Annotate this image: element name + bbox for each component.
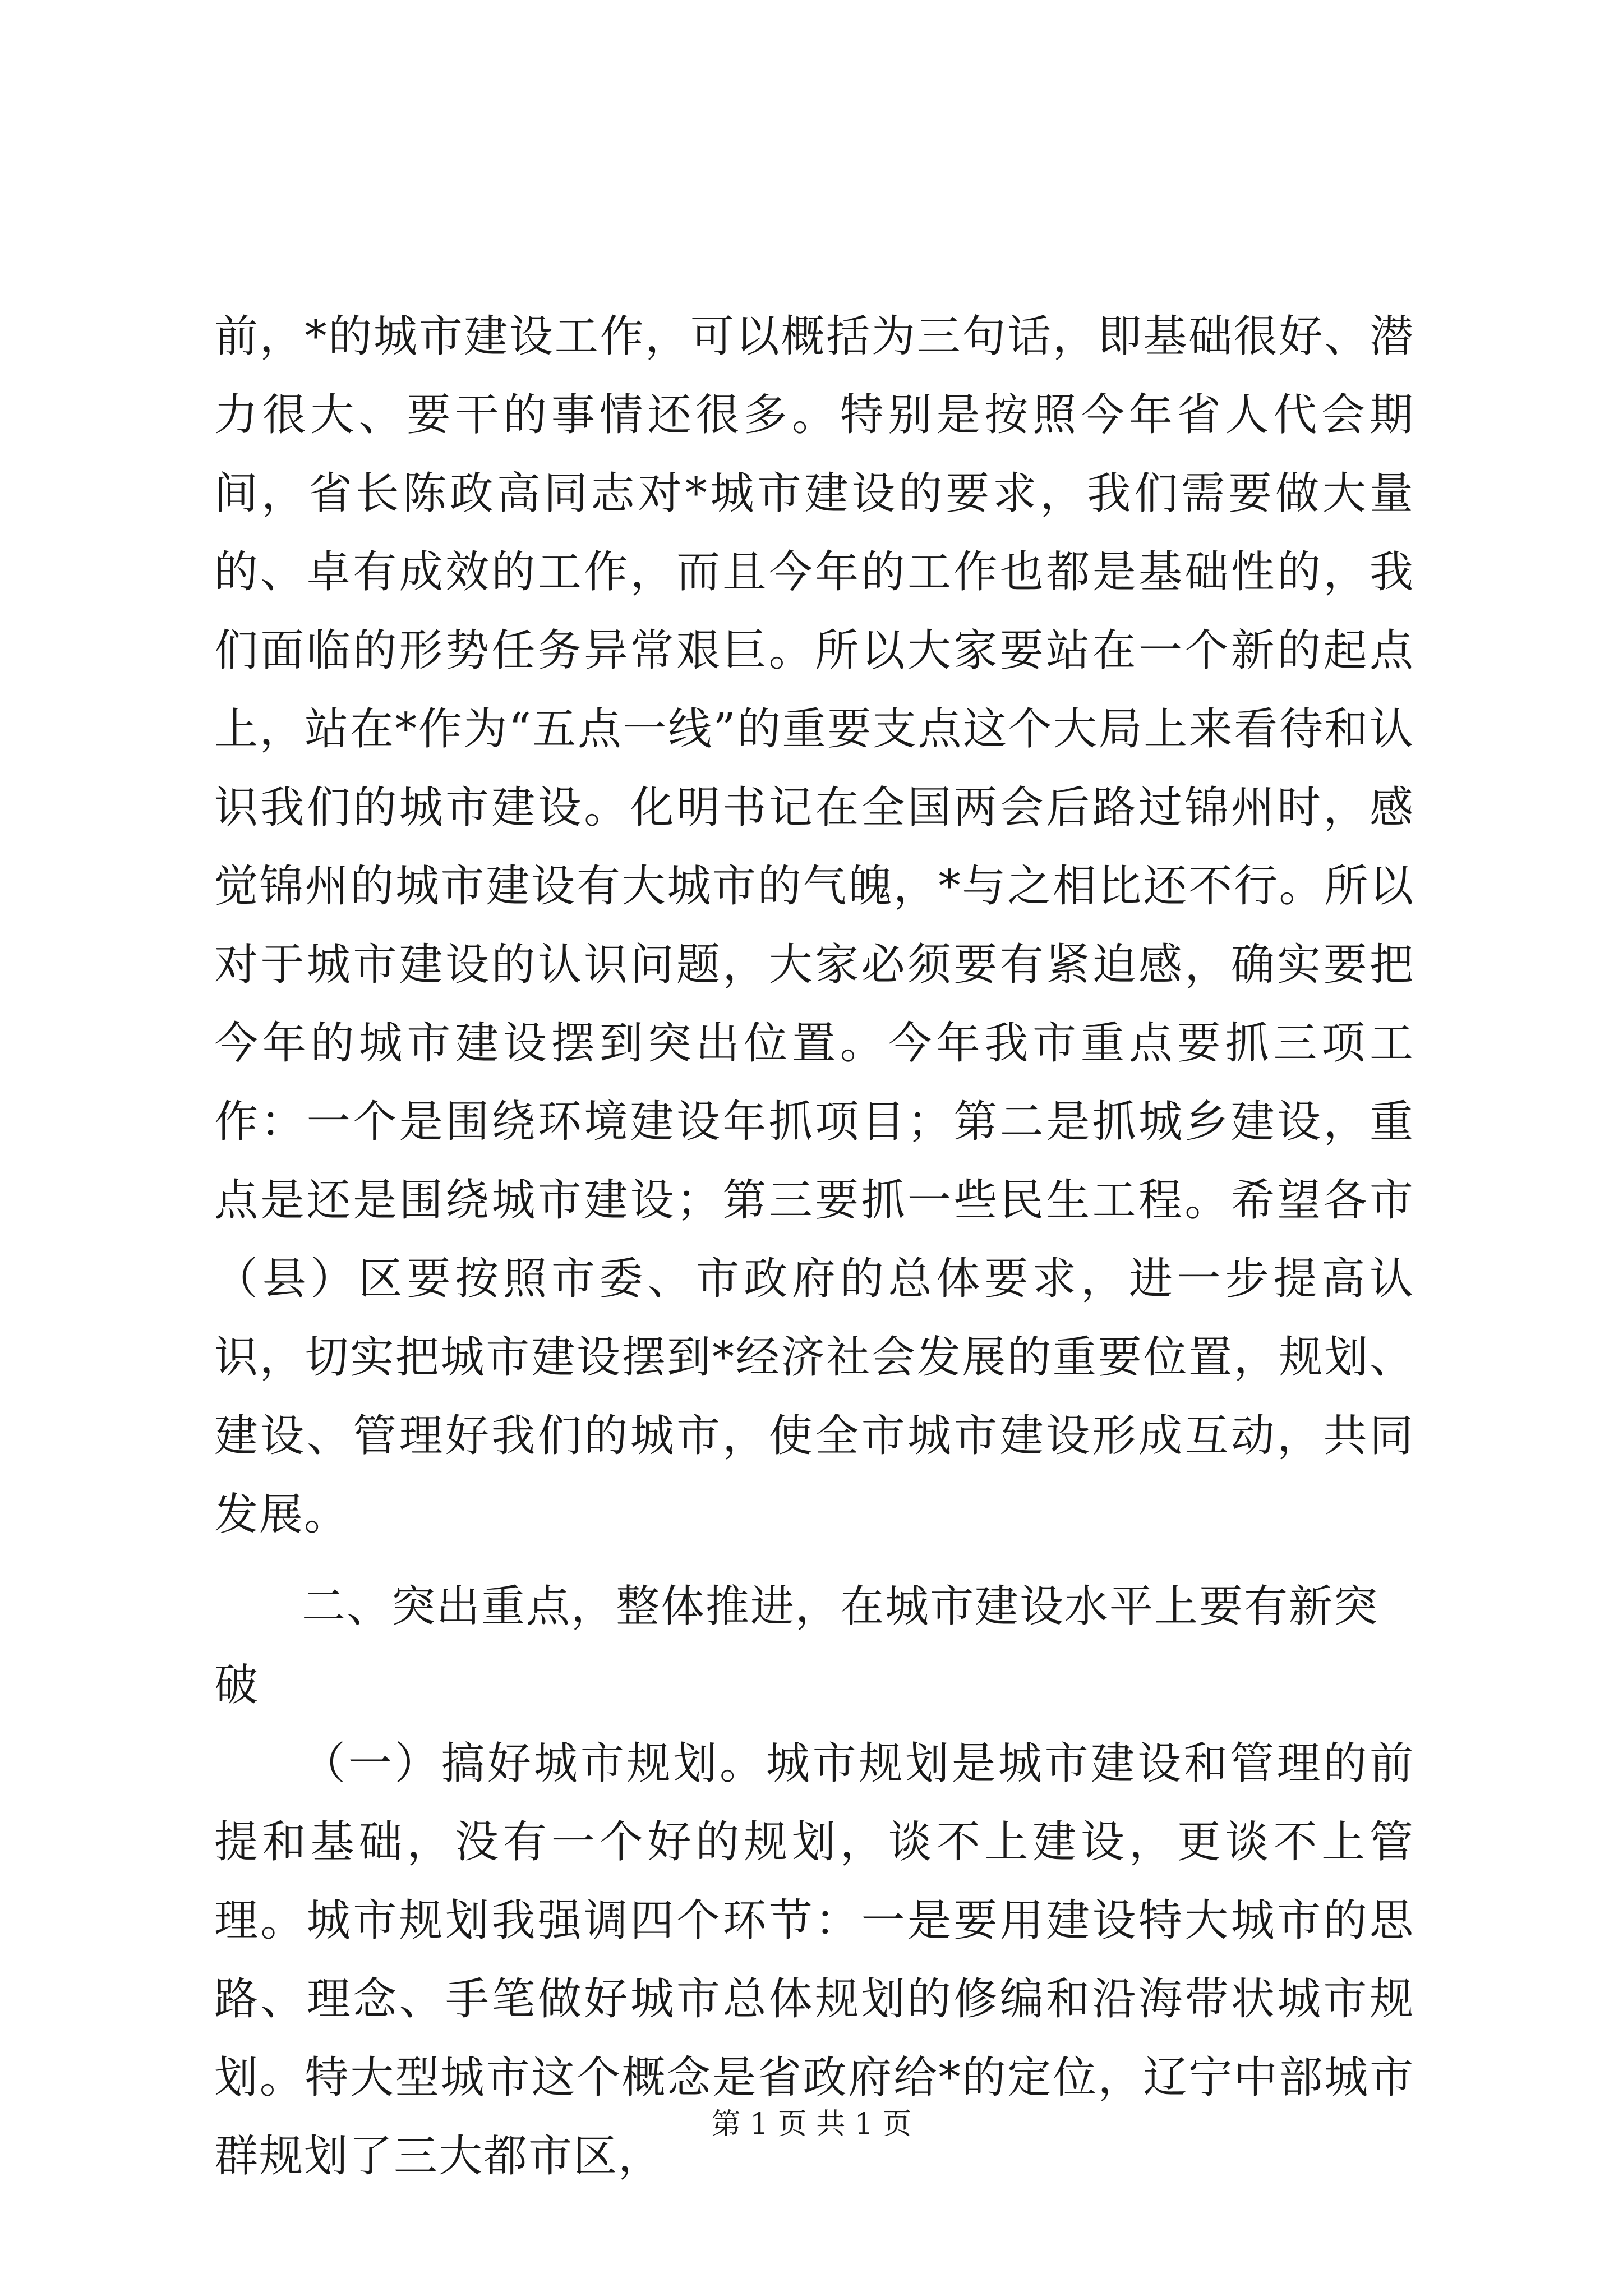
paragraph-city-planning: （一）搞好城市规划。城市规划是城市建设和管理的前提和基础，没有一个好的规划，谈不上建设，更谈不上管理。城市规划我强调四个环节：一是要用建设特大城市的思路、理念、手笔做好城市总体规划的修编和沿海带状城市规划。特大型城市这个概念是省政府给*的定位，辽宁中部城市群规划了三大都市区， — [214, 1738, 1414, 2182]
section-heading: 二、突出重点，整体推进，在城市建设水平上要有新突破 — [214, 1581, 1379, 1710]
paragraph-continuation: 前，*的城市建设工作，可以概括为三句话，即基础很好、潜力很大、要干的事情还很多。特别是按照今年省人代会期间，省长陈政高同志对*城市建设的要求，我们需要做大量的、卓有成效的工作，而且今年的工作也都是基础性的，我们面临的形势任务异常艰巨。所以大家要站在一个新的起点上，站在*作为“五点一线”的重要支点这个大局上来看待和认识我们的城市建设。化明书记在全国两会后路过锦州时，感觉锦州的城市建设有大城市的气魄，*与之相比还不行。所以对于城市建设的认识问题，大家必须要有紧迫感，确实要把今年的城市建设摆到突出位置。今年我市重点要抓三项工作：一个是围绕环境建设年抓项目；第二是抓城乡建设，重点是还是围绕城市建设；第三要抓一些民生工程。希望各市（县）区要按照市委、市政府的总体要求，进一步提高认识，切实把城市建设摆到*经济社会发展的重要位置，规划、建设、管理好我们的城市，使全市城市建设形成互动，共同发展。 — [214, 311, 1414, 1540]
document-body — [214, 297, 1414, 2196]
page-footer: 第 1 页 共 1 页 — [711, 2108, 912, 2141]
